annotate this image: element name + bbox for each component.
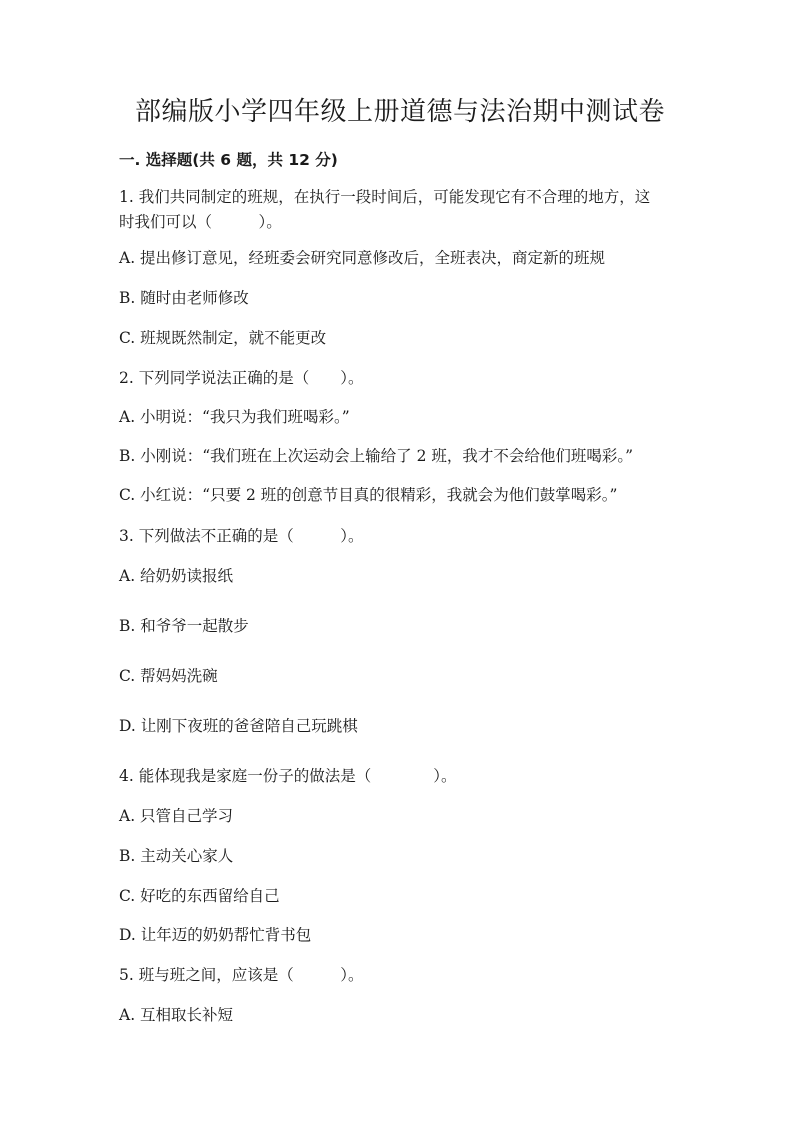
question-5-option-a: A. 互相取长补短 (119, 1006, 234, 1024)
question-3-option-d: D. 让刚下夜班的爸爸陪自己玩跳棋 (119, 717, 358, 735)
question-2-option-a: A. 小明说：“我只为我们班喝彩。” (119, 408, 350, 426)
question-3-option-b: B. 和爷爷一起散步 (119, 617, 249, 635)
section-heading: 一. 选择题(共 6 题，共 12 分) (119, 151, 338, 169)
question-3-option-a: A. 给奶奶读报纸 (119, 567, 234, 585)
question-1-option-b: B. 随时由老师修改 (119, 289, 249, 307)
question-4-option-b: B. 主动关心家人 (119, 847, 234, 865)
question-1-stem-line-2: 时我们可以（ ）。 (119, 213, 282, 231)
question-2-option-b: B. 小刚说：“我们班在上次运动会上输给了 2 班，我才不会给他们班喝彩。” (119, 447, 634, 465)
question-4-option-a: A. 只管自己学习 (119, 807, 234, 825)
question-4-option-c: C. 好吃的东西留给自己 (119, 887, 280, 905)
page-title: 部编版小学四年级上册道德与法治期中测试卷 (134, 97, 665, 127)
question-2-stem: 2. 下列同学说法正确的是（ ）。 (119, 369, 364, 387)
question-1-stem-line-1: 1. 我们共同制定的班规，在执行一段时间后，可能发现它有不合理的地方，这 (119, 188, 651, 206)
question-5-stem: 5. 班与班之间，应该是（ ）。 (119, 966, 364, 984)
question-2-option-c: C. 小红说：“只要 2 班的创意节目真的很精彩，我就会为他们鼓掌喝彩。” (119, 486, 618, 504)
question-3-stem: 3. 下列做法不正确的是（ ）。 (119, 527, 364, 545)
question-4-stem: 4. 能体现我是家庭一份子的做法是（ ）。 (119, 767, 457, 785)
question-3-option-c: C. 帮妈妈洗碗 (119, 667, 218, 685)
question-1-option-c: C. 班规既然制定，就不能更改 (119, 329, 327, 347)
question-4-option-d: D. 让年迈的奶奶帮忙背书包 (119, 926, 312, 944)
question-1-option-a: A. 提出修订意见，经班委会研究同意修改后，全班表决，商定新的班规 (119, 249, 606, 267)
